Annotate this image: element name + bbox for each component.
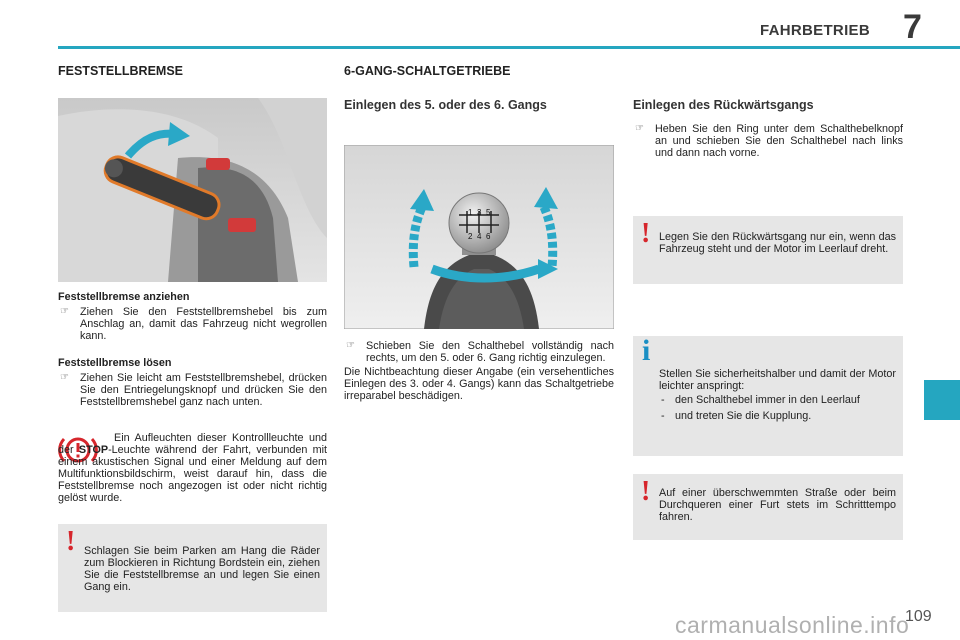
gear-label-6: 6 [486,232,491,241]
gear-bullet-text: Schieben Sie den Schalthebel vollständig nach rechts, um den 5. oder 6. Gang richtig einzulegen. [366,340,614,364]
fifth-sixth-gear-title: Einlegen des 5. oder des 6. Gangs [344,98,547,112]
chapter-number: 7 [903,8,922,46]
pointer-bullet-icon: ☞ [60,372,69,383]
exclamation-icon: ! [66,526,76,557]
info-list-item: - den Schalthebel immer in den Leerlauf [661,394,860,406]
parking-brake-illustration [58,98,327,282]
gear-bullet [344,340,614,364]
gear-label-2: 2 [468,232,473,241]
parking-caution-box [58,524,327,612]
info-list-item: - und treten Sie die Kupplung. [661,410,812,422]
release-heading: Feststellbremse lösen [58,357,172,369]
header-rule [58,46,960,49]
gearbox-title: 6-GANG-SCHALTGETRIEBE [344,64,511,78]
gear-label-4: 4 [477,232,482,241]
apply-heading: Feststellbremse anziehen [58,291,190,303]
pointer-bullet-icon: ☞ [60,306,69,317]
apply-bullet-text: Ziehen Sie den Feststellbremshebel bis zum Anschlag an, damit das Fahrzeug nicht wegrollen kann. [80,306,327,342]
reverse-warning-text: Legen Sie den Rückwärtsgang nur ein, wenn das Fahrzeug steht und der Motor im Leerlauf dreht. [659,231,896,255]
info-box [633,336,903,456]
exclamation-icon: ! [641,218,651,249]
flood-warning-text: Auf einer überschwemmten Straße oder beim Durchqueren einer Furt stets im Schritttempo fahren. [659,487,896,523]
info-icon: i [642,334,651,367]
gear-shift-image [344,145,614,329]
gear-shift-illustration [344,145,614,329]
chapter-side-tab [924,380,960,420]
chapter-title: FAHRBETRIEB [760,22,870,39]
pointer-bullet-icon: ☞ [635,123,644,134]
reverse-bullet [633,123,903,159]
gear-note: Die Nichtbeachtung dieser Angabe (ein versehentliches Einlegen des 3. oder 4. Gangs) kann das Schaltgetriebe irreparabel beschädigen. [344,366,614,402]
parking-brake-image [58,98,327,282]
flood-warning-box [633,474,903,540]
reverse-warning-box [633,216,903,284]
parking-brake-title: FESTSTELLBREMSE [58,64,184,78]
stop-label: STOP [78,444,109,456]
reverse-bullet-text: Heben Sie den Ring unter dem Schalthebelknopf an und schieben Sie den Schalthebel nach links und dann nach vorne. [655,123,903,159]
parking-caution-text: Schlagen Sie beim Parken am Hang die Räder zum Blockieren in Richtung Bordstein ein, ziehen Sie die Feststellbremse an und legen Sie einen Gang ein. [84,545,320,593]
warning-lamp-text: Ein Aufleuchten dieser Kontrollleuchte und der STOP-Leuchte während der Fahrt, verbunden mit einem akustischen Signal und einer Meldung auf dem Multifunktionsbildschirm, weist darauf hin, dass die Feststellbremse noch angezogen ist oder nicht richtig gelöst wurde. [58,432,328,504]
gear-label-1: 1 [468,208,473,217]
gear-label-5: 5 [486,208,491,217]
release-bullet [58,372,327,408]
exclamation-icon: ! [641,476,651,507]
page-number: 109 [905,608,932,625]
gear-label-3: 3 [477,208,482,217]
reverse-gear-title: Einlegen des Rückwärtsgangs [633,98,814,112]
release-bullet-text: Ziehen Sie leicht am Feststellbremshebel, drücken Sie den Entriegelungsknopf und drücken Sie den Feststellbremshebel ganz nach unten. [80,372,327,408]
watermark: carmanualsonline.info [675,612,910,638]
pointer-bullet-icon: ☞ [346,340,355,351]
apply-bullet [58,306,327,342]
info-intro: Stellen Sie sicherheitshalber und damit der Motor leichter anspringt: [659,368,896,392]
